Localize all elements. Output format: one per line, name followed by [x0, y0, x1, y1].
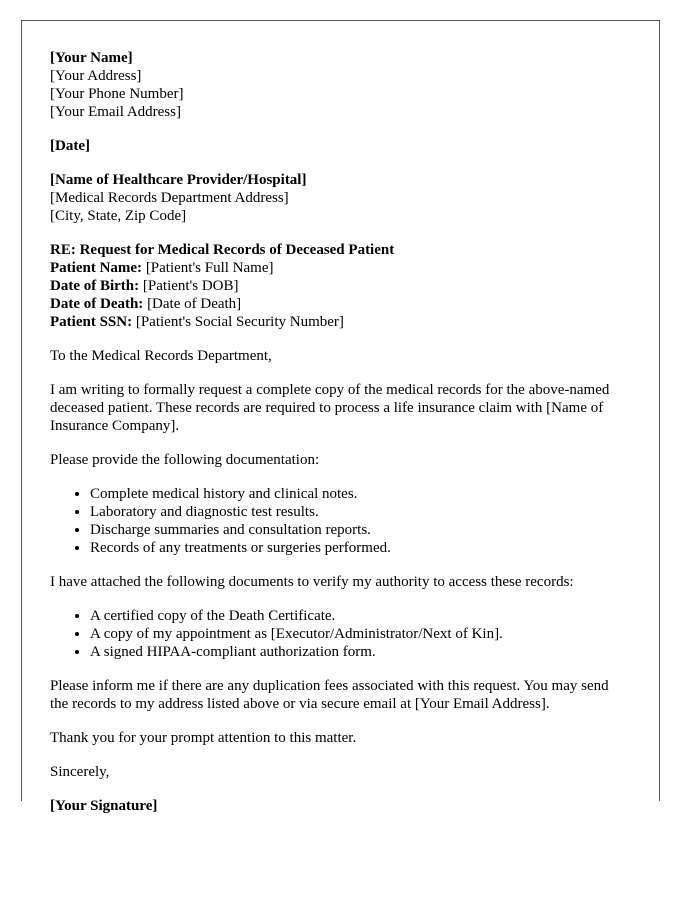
sender-name: [Your Name]	[50, 50, 133, 66]
field-label: Date of Death:	[50, 296, 144, 312]
sender-email: [Your Email Address]	[50, 104, 181, 120]
patient-dod-field	[50, 295, 630, 313]
fees-paragraph: Please inform me if there are any duplication fees associated with this request. You may send the records to my address listed above or via secure email at [Your Email Address].	[50, 678, 609, 712]
date-block	[50, 137, 630, 155]
letter-date: [Date]	[50, 138, 90, 154]
subject-block	[50, 241, 630, 331]
sender-block	[50, 49, 630, 121]
request-list	[50, 485, 630, 557]
patient-dob-field	[50, 277, 630, 295]
field-label: Patient Name:	[50, 260, 143, 276]
list-item: • Laboratory and diagnostic test results.	[90, 503, 630, 521]
recipient-name: [Name of Healthcare Provider/Hospital]	[50, 172, 307, 188]
list-item: • A signed HIPAA-compliant authorization form.	[90, 643, 630, 661]
list-item: • Records of any treatments or surgeries performed.	[90, 539, 630, 557]
recipient-address: [Medical Records Department Address]	[50, 190, 289, 206]
list-item: • A certified copy of the Death Certificate.	[90, 607, 630, 625]
field-value: [Patient's DOB]	[139, 278, 239, 294]
subject-line: RE: Request for Medical Records of Deceased Patient	[50, 242, 395, 258]
patient-ssn-field	[50, 313, 630, 331]
signature: [Your Signature]	[50, 798, 158, 814]
closing: Sincerely,	[50, 764, 110, 780]
attached-list	[50, 607, 630, 661]
request-lead: Please provide the following documentation:	[50, 452, 320, 468]
field-value: [Date of Death]	[143, 296, 242, 312]
thanks-paragraph: Thank you for your prompt attention to this matter.	[50, 730, 357, 746]
patient-name-field	[50, 259, 630, 277]
field-value: [Patient's Social Security Number]	[132, 314, 344, 330]
list-item: • A copy of my appointment as [Executor/Administrator/Next of Kin].	[90, 625, 630, 643]
attached-lead: I have attached the following documents to verify my authority to access these records:	[50, 574, 574, 590]
recipient-block	[50, 171, 630, 225]
recipient-city: [City, State, Zip Code]	[50, 208, 187, 224]
list-item: • Discharge summaries and consultation reports.	[90, 521, 630, 539]
sender-address: [Your Address]	[50, 68, 142, 84]
intro-paragraph: I am writing to formally request a complete copy of the medical records for the above-named deceased patient. These records are required to process a life insurance claim with [Name of Insurance Company].	[50, 382, 610, 434]
field-value: [Patient's Full Name]	[142, 260, 274, 276]
sender-phone: [Your Phone Number]	[50, 86, 184, 102]
field-label: Date of Birth:	[50, 278, 140, 294]
list-item: • Complete medical history and clinical notes.	[90, 485, 630, 503]
field-label: Patient SSN:	[50, 314, 133, 330]
letter-page	[21, 20, 660, 814]
letter-content	[50, 49, 630, 831]
salutation: To the Medical Records Department,	[50, 348, 272, 364]
